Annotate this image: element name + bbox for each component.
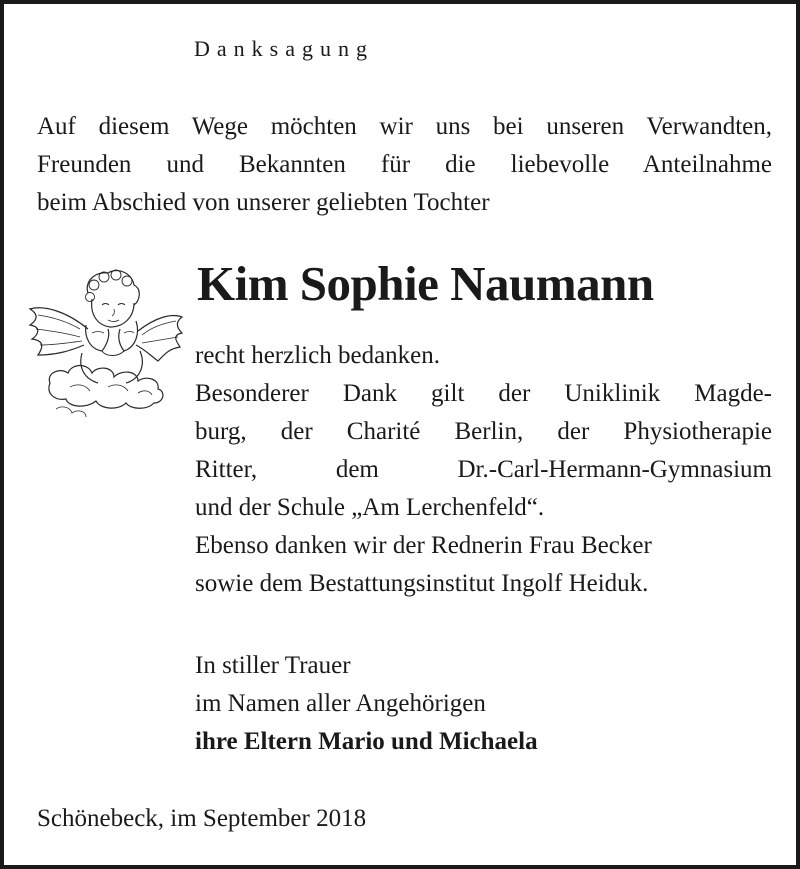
place-and-date: Schönebeck, im September 2018 — [37, 805, 367, 832]
thanks-line: Ritter, dem Dr.-Carl-Hermann-Gymnasium — [195, 456, 772, 483]
thanks-line: und der Schule „Am Lerchenfeld“. — [195, 494, 545, 521]
thanks-line: Ebenso danken wir der Rednerin Frau Becker — [195, 532, 652, 559]
intro-line: Auf diesem Wege möchten wir uns bei unseren Verwandten, — [37, 113, 772, 140]
thanks-line: sowie dem Bestattungsinstitut Ingolf Heiduk. — [195, 570, 649, 597]
intro-paragraph — [37, 108, 772, 222]
closing-line: im Namen aller Angehörigen — [195, 690, 486, 717]
angel-cherub-icon — [26, 259, 186, 419]
thanks-line: Besonderer Dank gilt der Uniklinik Magde- — [195, 380, 772, 407]
signature: ihre Eltern Mario und Michaela — [195, 728, 538, 755]
deceased-name: Kim Sophie Naumann — [197, 256, 654, 311]
intro-line: Freunden und Bekannten für die liebevolle Anteilnahme — [37, 151, 772, 178]
notice-heading: Danksagung — [194, 36, 374, 61]
thanks-line: recht herzlich bedanken. — [195, 342, 441, 369]
closing-line: In stiller Trauer — [195, 652, 351, 679]
thanks-paragraph — [195, 337, 772, 603]
closing-block — [195, 647, 538, 761]
intro-line: beim Abschied von unserer geliebten Tochter — [37, 189, 490, 216]
thanks-line: burg, der Charité Berlin, der Physiotherapie — [195, 418, 772, 445]
